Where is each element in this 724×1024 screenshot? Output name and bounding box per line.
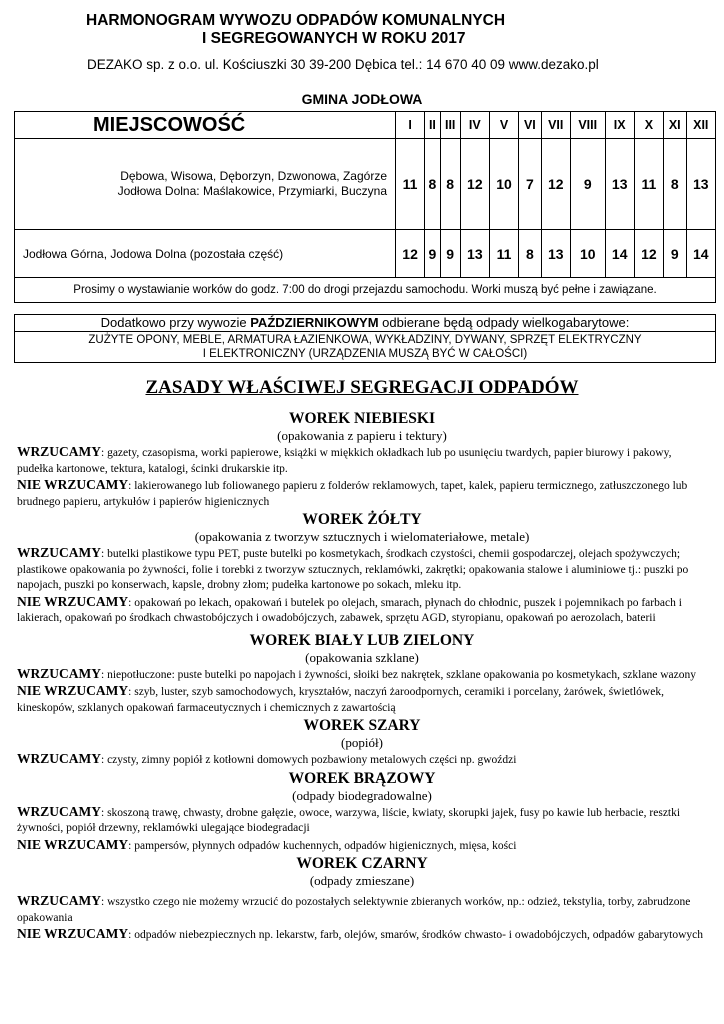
out-desc: odpadów niebezpiecznych np. lekarstw, farb, olejów, smarów, środków chwasto- i owadobójczych, odpadów gabarytowych <box>134 929 703 941</box>
day-cell: 12 <box>460 139 489 230</box>
schedule-row <box>15 230 716 278</box>
day-cell: 7 <box>519 139 542 230</box>
in-desc: wszystko czego nie możemy wrzucić do pozostałych selektywnie zbieranych worków, np.: odzież, tekstylia, torby, zabrudzone opakowania <box>17 896 691 924</box>
month-header: VI <box>519 112 542 139</box>
day-cell: 14 <box>605 230 634 278</box>
bag-section-yellow <box>0 510 724 627</box>
in-desc: skoszoną trawę, chwasty, drobne gałęzie, owoce, warzywa, liście, kwiaty, skorupki jajek, fusy po kawie lub herbacie, resztki żywności, popiół drzewny, reklamówki ulegające biodegradacji <box>17 806 681 834</box>
out-label: NIE WRZUCAMY <box>17 683 129 698</box>
day-cell: 8 <box>440 139 460 230</box>
day-cell: 11 <box>489 230 518 278</box>
day-cell: 12 <box>541 139 570 230</box>
day-cell: 13 <box>686 139 715 230</box>
segregation-rules <box>0 372 724 944</box>
month-header: VII <box>541 112 570 139</box>
month-header: I <box>396 112 425 139</box>
day-cell: 10 <box>489 139 518 230</box>
bag-name: WOREK BRĄZOWY <box>288 769 436 787</box>
month-header: V <box>489 112 518 139</box>
month-header: XII <box>686 112 715 139</box>
gmina-title: GMINA JODŁOWA <box>301 91 423 107</box>
bag-name: WOREK CZARNY <box>296 855 428 872</box>
bulky-items-line: ZUŻYTE OPONY, MEBLE, ARMATURA ŁAZIENKOWA, WYKŁADZINY, DYWANY, SPRZĘT ELEKTRYCZNY <box>88 334 642 346</box>
month-header: IV <box>460 112 489 139</box>
bulky-waste-items <box>15 332 715 362</box>
in-label: WRZUCAMY <box>17 545 101 560</box>
bag-subtitle: (opakowania z papieru i tektury) <box>277 428 447 443</box>
month-header: IX <box>605 112 634 139</box>
bag-name: WOREK NIEBIESKI <box>288 410 435 427</box>
schedule-note: Prosimy o wystawianie worków do godz. 7:00 do drogi przejazdu samochodu. Worki muszą być pełne i zawiązane. <box>15 278 716 303</box>
bag-section-white-green <box>0 631 724 717</box>
bag-section-blue <box>0 409 724 510</box>
day-cell: 9 <box>570 139 605 230</box>
bag-out-text: NIE WRZUCAMY: opakowań po lekach, opakowań i butelek po olejach, smarach, płynach do chłodnic, puszek i pojemnikach po farbach i lakierach, opakowań po środkach chwastobójczych i owadobójczych, zabawek, sprzętu AGD, styropianu, opakowań po aerozolach, baterii <box>17 593 682 624</box>
schedule-note-row <box>15 278 716 303</box>
bag-subtitle: (opakowania szklane) <box>305 649 419 665</box>
day-cell: 14 <box>686 230 715 278</box>
bag-in-text: WRZUCAMY: skoszoną trawę, chwasty, drobne gałęzie, owoce, warzywa, liście, kwiaty, skorupki jajek, fusy po kawie lub herbacie, resztki żywności, popiół drzewny, reklamówki ulegające biodegradacji <box>17 803 681 834</box>
day-cell: 9 <box>425 230 440 278</box>
rules-title: ZASADY WŁAŚCIWEJ SEGREGACJI ODPADÓW <box>145 377 579 398</box>
in-label: WRZUCAMY <box>17 665 101 681</box>
month-header: II <box>425 112 440 139</box>
schedule-row <box>15 139 716 230</box>
in-label: WRZUCAMY <box>17 893 101 908</box>
in-label: WRZUCAMY <box>17 444 101 459</box>
location-header: MIEJSCOWOŚĆ <box>15 112 396 139</box>
out-desc: opakowań po lekach, opakowań i butelek po olejach, smarach, płynach do chłodnic, puszek i pojemnikach po farbach i lakierach, opakowań po środkach chwastobójczych i owadobójczych, zabawek, sprzętu AGD, styropianu, opakowań po aerozolach, baterii <box>17 596 682 624</box>
bulky-items-line: I ELEKTRONICZNY (URZĄDZENIA MUSZĄ BYĆ W CAŁOŚCI) <box>202 348 528 360</box>
in-desc: niepotłuczone: puste butelki po napojach i żywności, słoiki bez nakrętek, szklane opakowania po kosmetykach, szklane wazony <box>107 668 696 681</box>
location-cell: Jodłowa Górna, Jodowa Dolna (pozostała część) <box>15 230 396 278</box>
bulky-waste-box <box>14 314 716 363</box>
bag-in-text: WRZUCAMY: czysty, zimny popiół z kotłowni domowych pozbawiony metalowych części np. gwoździ <box>17 751 517 766</box>
day-cell: 9 <box>440 230 460 278</box>
out-label: NIE WRZUCAMY <box>17 836 129 852</box>
bag-subtitle: (odpady zmieszane) <box>309 873 415 888</box>
day-cell: 13 <box>541 230 570 278</box>
out-desc: pampersów, płynnych odpadów kuchennych, odpadów higienicznych, mięsa, kości <box>134 839 517 852</box>
company-info: DEZAKO sp. z o.o. ul. Kościuszki 30 39-200 Dębica tel.: 14 670 40 09 www.dezako.pl <box>87 57 599 72</box>
in-desc: butelki plastikowe typu PET, puste butelki po kosmetykach, środkach czystości, chemii gospodarczej, olejach spożywczych; plastikowe opakowania po żywności, folie i torebki z tworzyw sztucznych, reklamówki, zakrętki; opakowania stalowe i aluminiowe tj.: puszki po napojach, puszki po konserwach, kapsle, drobny złom; pudełka kartonowe po sokach, mleku itp. <box>17 548 689 591</box>
out-label: NIE WRZUCAMY <box>17 477 129 492</box>
day-cell: 8 <box>425 139 440 230</box>
in-desc: gazety, czasopisma, worki papierowe, książki w miękkich okładkach lub po usunięciu twardych, papier biurowy i pakowy, pudełka kartonowe, tektura, katalogi, ścinki drukarskie itp. <box>17 447 672 475</box>
location-line: Jodłowa Dolna: Maślakowice, Przymiarki, Buczyna <box>117 184 387 198</box>
in-label: WRZUCAMY <box>17 803 101 819</box>
bag-in-text: WRZUCAMY: wszystko czego nie możemy wrzucić do pozostałych selektywnie zbieranych worków, np.: odzież, tekstylia, torby, zabrudzone opakowania <box>17 893 691 924</box>
bulky-month: PAŹDZIERNIKOWYM <box>250 315 379 330</box>
out-desc: lakierowanego lub foliowanego papieru z folderów reklamowych, tapet, kalek, papieru termicznego, zatłuszczonego lub brudnego papieru, artykułów i papierów higienicznych <box>17 480 688 508</box>
day-cell: 10 <box>570 230 605 278</box>
bag-in-text: WRZUCAMY: butelki plastikowe typu PET, puste butelki po kosmetykach, środkach czystości, chemii gospodarczej, olejach spożywczych; plastikowe opakowania po żywności, folie i torebki z tworzyw sztucznych, reklamówki, zakrętki; opakowania stalowe i aluminiowe tj.: puszki po napojach, puszki po konserwach, kapsle, drobny złom; pudełka kartonowe po sokach, mleku itp. <box>17 545 689 591</box>
out-label: NIE WRZUCAMY <box>17 593 129 609</box>
location-line: Dębowa, Wisowa, Dęborzyn, Dzwonowa, Zagórze <box>120 169 387 183</box>
out-label: NIE WRZUCAMY <box>17 926 129 941</box>
bag-subtitle: (opakowania z tworzyw sztucznych i wielomateriałowe, metale) <box>194 529 530 544</box>
out-desc: szyb, luster, szyb samochodowych, kryształów, naczyń żaroodpornych, ceramiki i porcelany, żarówek, świetlówek, kineskopów, szklanych opakowań farmaceutycznych i chemicznych z zawartością <box>17 686 664 714</box>
bag-in-text: WRZUCAMY: gazety, czasopisma, worki papierowe, książki w miękkich okładkach lub po usunięciu twardych, papier biurowy i pakowy, pudełka kartonowe, tektura, katalogi, ścinki drukarskie itp. <box>17 444 672 475</box>
month-header: VIII <box>570 112 605 139</box>
bag-subtitle: (odpady biodegradowalne) <box>292 787 432 803</box>
bag-name: WOREK SZARY <box>303 717 421 734</box>
day-cell: 9 <box>663 230 686 278</box>
bulky-suffix: odbierane będą odpady wielkogabarytowe: <box>378 315 630 330</box>
month-header: III <box>440 112 460 139</box>
bag-name: WOREK ŻÓŁTY <box>302 511 422 528</box>
bag-out-text: NIE WRZUCAMY: odpadów niebezpiecznych np. lekarstw, farb, olejów, smarów, środków chwasto- i owadobójczych, odpadów gabarytowych <box>17 926 703 941</box>
schedule-header-row <box>15 112 716 139</box>
bag-out-text: NIE WRZUCAMY: lakierowanego lub foliowanego papieru z folderów reklamowych, tapet, kalek, papieru termicznego, zatłuszczonego lub brudnego papieru, artykułów i papierów higienicznych <box>17 477 688 508</box>
bag-in-text: WRZUCAMY: niepotłuczone: puste butelki po napojach i żywności, słoiki bez nakrętek, szklane opakowania po kosmetykach, szklane wazony <box>17 665 696 681</box>
title-line-2: I SEGREGOWANYCH W ROKU 2017 <box>202 30 466 47</box>
in-desc: czysty, zimny popiół z kotłowni domowych pozbawiony metalowych części np. gwoździ <box>107 754 517 766</box>
in-label: WRZUCAMY <box>17 751 101 766</box>
day-cell: 12 <box>396 230 425 278</box>
month-header: XI <box>663 112 686 139</box>
day-cell: 13 <box>605 139 634 230</box>
bulky-prefix: Dodatkowo przy wywozie <box>100 315 251 330</box>
bag-subtitle: (popiół) <box>341 735 383 750</box>
month-header: X <box>634 112 663 139</box>
title-line-1: HARMONOGRAM WYWOZU ODPADÓW KOMUNALNYCH <box>86 12 506 29</box>
bulky-waste-heading <box>15 315 715 332</box>
bag-name: WOREK BIAŁY LUB ZIELONY <box>249 631 475 649</box>
day-cell: 11 <box>634 139 663 230</box>
day-cell: 8 <box>519 230 542 278</box>
day-cell: 8 <box>663 139 686 230</box>
bag-section-grey <box>0 716 724 769</box>
day-cell: 12 <box>634 230 663 278</box>
bag-section-black <box>0 854 724 944</box>
day-cell: 11 <box>396 139 425 230</box>
bag-section-brown <box>0 769 724 855</box>
day-cell: 13 <box>460 230 489 278</box>
location-cell <box>15 139 396 230</box>
bag-out-text: NIE WRZUCAMY: szyb, luster, szyb samochodowych, kryształów, naczyń żaroodpornych, ceramiki i porcelany, żarówek, świetlówek, kineskopów, szklanych opakowań farmaceutycznych i chemicznych z zawartością <box>17 683 664 714</box>
bag-out-text: NIE WRZUCAMY: pampersów, płynnych odpadów kuchennych, odpadów higienicznych, mięsa, kości <box>17 836 517 852</box>
schedule-table <box>14 111 716 303</box>
